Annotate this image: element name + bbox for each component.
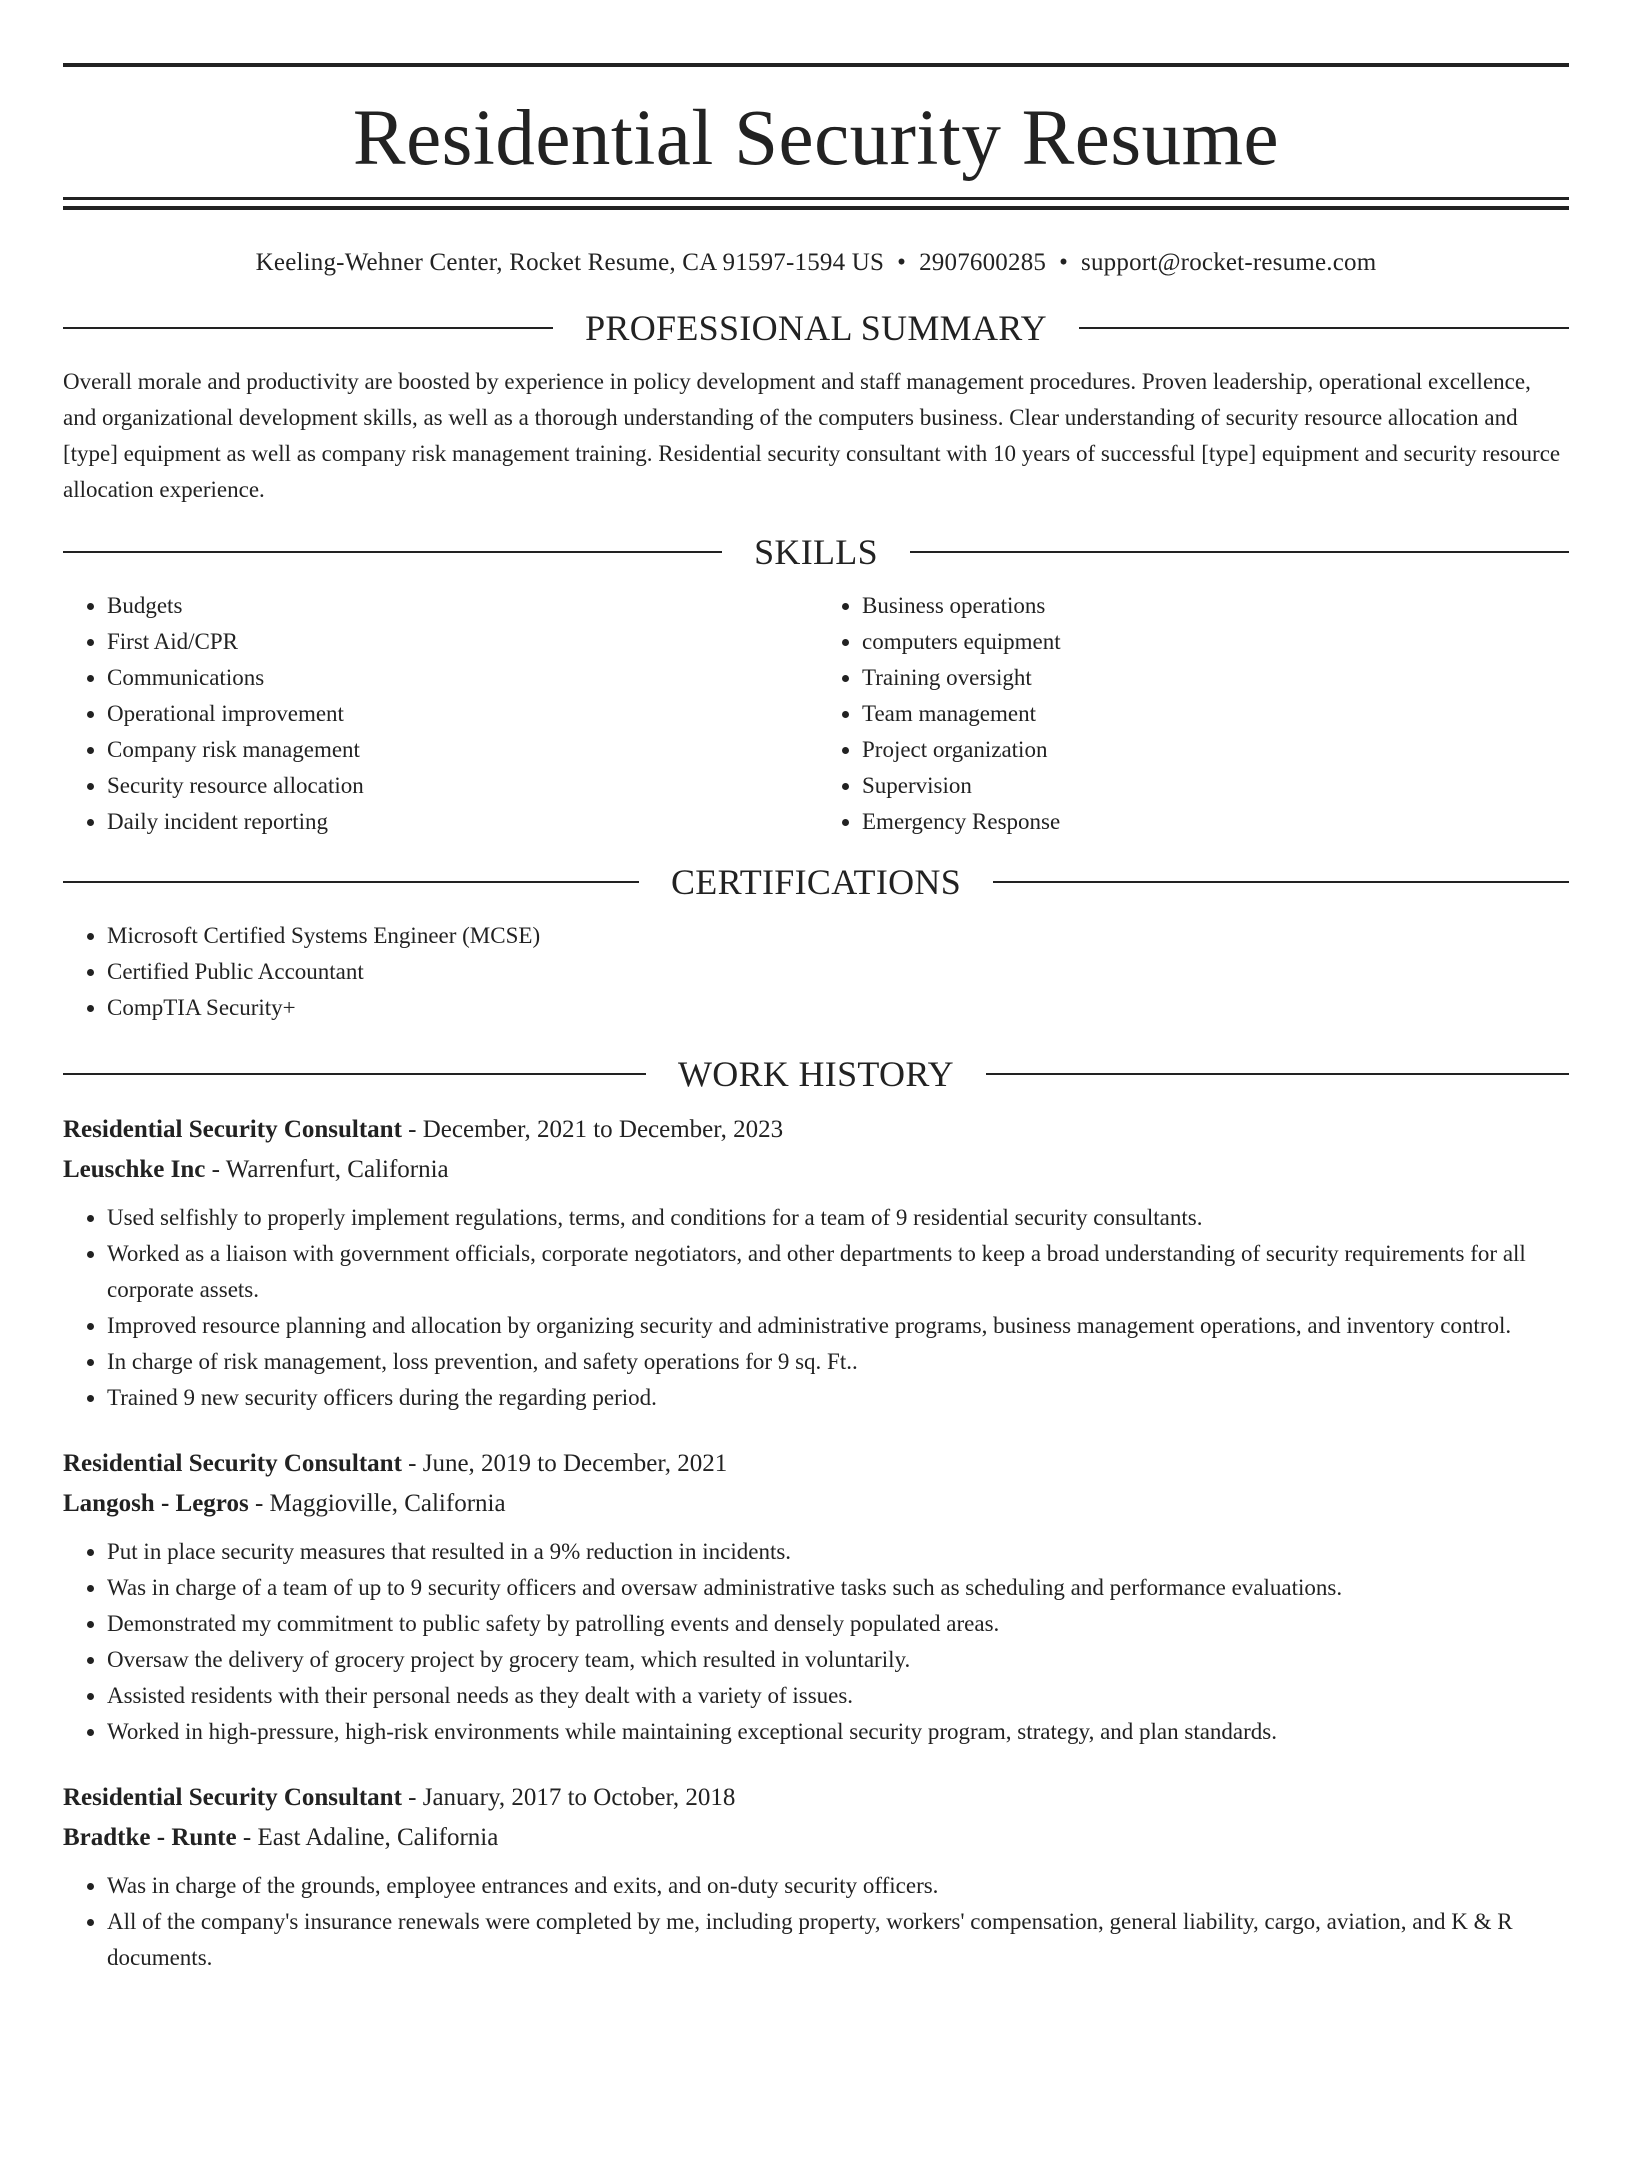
job-role: Residential Security Consultant <box>63 1784 402 1811</box>
job-company-line: Langosh - Legros - Maggioville, California <box>63 1490 506 1517</box>
certifications-heading <box>63 860 1569 904</box>
skill-item: • Business operations <box>862 588 1569 624</box>
job-dates: January, 2017 to October, 2018 <box>422 1784 736 1811</box>
job-role-line: Residential Security Consultant - January, 2017 to October, 2018 <box>63 1784 736 1811</box>
skill-item: • Team management <box>862 696 1569 732</box>
certifications-title: CERTIFICATIONS <box>670 862 962 902</box>
heading-rule-right <box>1079 327 1569 329</box>
contact-separator: • <box>1059 249 1069 276</box>
job-bullets <box>63 1200 1569 1416</box>
skills-columns <box>63 588 1569 840</box>
job-bullet: • Trained 9 new security officers during the regarding period. <box>107 1380 1569 1416</box>
job-bullet: • All of the company's insurance renewals were completed by me, including property, workers' compensation, general liability, cargo, aviation, and K & R documents. <box>107 1904 1569 1976</box>
skill-item: • First Aid/CPR <box>107 624 814 660</box>
heading-rule-left <box>63 551 722 553</box>
job-location: East Adaline, California <box>257 1824 499 1851</box>
heading-rule-right <box>986 1073 1569 1075</box>
certifications-list <box>63 918 1569 1026</box>
job-bullet: • Used selfishly to properly implement regulations, terms, and conditions for a team of 9 residential security consultants. <box>107 1200 1569 1236</box>
certification-item: • CompTIA Security+ <box>107 990 1569 1026</box>
job-bullet: • In charge of risk management, loss prevention, and safety operations for 9 sq. Ft.. <box>107 1344 1569 1380</box>
job-entry <box>63 1110 1569 1416</box>
job-company: Leuschke Inc <box>63 1156 206 1183</box>
job-bullet: • Was in charge of the grounds, employee entrances and exits, and on-duty security officers. <box>107 1868 1569 1904</box>
job-bullet: • Worked as a liaison with government officials, corporate negotiators, and other departments to keep a broad understanding of security requirements for all corporate assets. <box>107 1236 1569 1308</box>
job-location: Maggioville, California <box>269 1490 506 1517</box>
resume-title: Residential Security Resume <box>352 95 1280 182</box>
heading-rule-left <box>63 881 639 883</box>
certification-item: • Microsoft Certified Systems Engineer (MCSE) <box>107 918 1569 954</box>
job-entry <box>63 1444 1569 1750</box>
skill-item: • Security resource allocation <box>107 768 814 804</box>
job-bullet: • Oversaw the delivery of grocery project by grocery team, which resulted in voluntarily. <box>107 1642 1569 1678</box>
work-history-heading <box>63 1052 1569 1096</box>
job-bullet: • Worked in high-pressure, high-risk environments while maintaining exceptional security program, strategy, and plan standards. <box>107 1714 1569 1750</box>
job-role-line: Residential Security Consultant - June, 2019 to December, 2021 <box>63 1450 728 1477</box>
job-company-line: Leuschke Inc - Warrenfurt, California <box>63 1156 449 1183</box>
job-entry <box>63 1778 1569 1976</box>
job-dates: December, 2021 to December, 2023 <box>422 1116 784 1143</box>
contact-line <box>63 246 1569 280</box>
job-bullets <box>63 1868 1569 1976</box>
job-location: Warrenfurt, California <box>225 1156 449 1183</box>
job-dates: June, 2019 to December, 2021 <box>422 1450 728 1477</box>
job-bullet: • Was in charge of a team of up to 9 security officers and oversaw administrative tasks such as scheduling and performance evaluations. <box>107 1570 1569 1606</box>
skill-item: • Training oversight <box>862 660 1569 696</box>
heading-rule-right <box>910 551 1569 553</box>
job-bullets <box>63 1534 1569 1750</box>
skill-item: • computers equipment <box>862 624 1569 660</box>
work-history-list <box>63 1110 1569 1976</box>
skill-item: • Communications <box>107 660 814 696</box>
contact-email: support@rocket-resume.com <box>1081 249 1377 276</box>
summary-title: PROFESSIONAL SUMMARY <box>585 308 1047 348</box>
skill-item: • Operational improvement <box>107 696 814 732</box>
job-company: Langosh - Legros <box>63 1490 249 1517</box>
title-double-rule <box>63 197 1569 210</box>
skill-item: • Daily incident reporting <box>107 804 814 840</box>
job-role-line: Residential Security Consultant - December, 2021 to December, 2023 <box>63 1116 784 1143</box>
skills-title: SKILLS <box>754 532 878 572</box>
skills-list-left <box>63 588 814 840</box>
skill-item: • Supervision <box>862 768 1569 804</box>
heading-rule-left <box>63 327 553 329</box>
resume-page <box>0 63 1632 2175</box>
skill-item: • Emergency Response <box>862 804 1569 840</box>
heading-rule-left <box>63 1073 646 1075</box>
contact-phone: 2907600285 <box>919 249 1047 276</box>
skill-item: • Company risk management <box>107 732 814 768</box>
job-role: Residential Security Consultant <box>63 1450 402 1477</box>
skills-list-right <box>814 588 1569 840</box>
job-company-line: Bradtke - Runte - East Adaline, California <box>63 1824 499 1851</box>
job-bullet: • Assisted residents with their personal needs as they dealt with a variety of issues. <box>107 1678 1569 1714</box>
job-bullet: • Improved resource planning and allocation by organizing security and administrative programs, business management operations, and inventory control. <box>107 1308 1569 1344</box>
summary-text: Overall morale and productivity are boosted by experience in policy development and staff management procedures. Proven leadership, operational excellence, and organizational development skills, as well as a thorough understanding of the computers business. Clear understanding of security resource allocation and [type] equipment as well as company risk management training. Residential security consultant with 10 years of successful [type] equipment and security resource allocation experience. <box>63 369 1561 502</box>
contact-address: Keeling-Wehner Center, Rocket Resume, CA 91597-1594 US <box>255 249 885 276</box>
skills-heading <box>63 530 1569 574</box>
heading-rule-right <box>993 881 1569 883</box>
job-bullet: • Put in place security measures that resulted in a 9% reduction in incidents. <box>107 1534 1569 1570</box>
job-company: Bradtke - Runte <box>63 1824 237 1851</box>
certification-item: • Certified Public Accountant <box>107 954 1569 990</box>
job-bullet: • Demonstrated my commitment to public safety by patrolling events and densely populated areas. <box>107 1606 1569 1642</box>
summary-heading <box>63 306 1569 350</box>
work-history-title: WORK HISTORY <box>678 1054 954 1094</box>
contact-separator: • <box>897 249 907 276</box>
skill-item: • Project organization <box>862 732 1569 768</box>
job-role: Residential Security Consultant <box>63 1116 402 1143</box>
skill-item: • Budgets <box>107 588 814 624</box>
